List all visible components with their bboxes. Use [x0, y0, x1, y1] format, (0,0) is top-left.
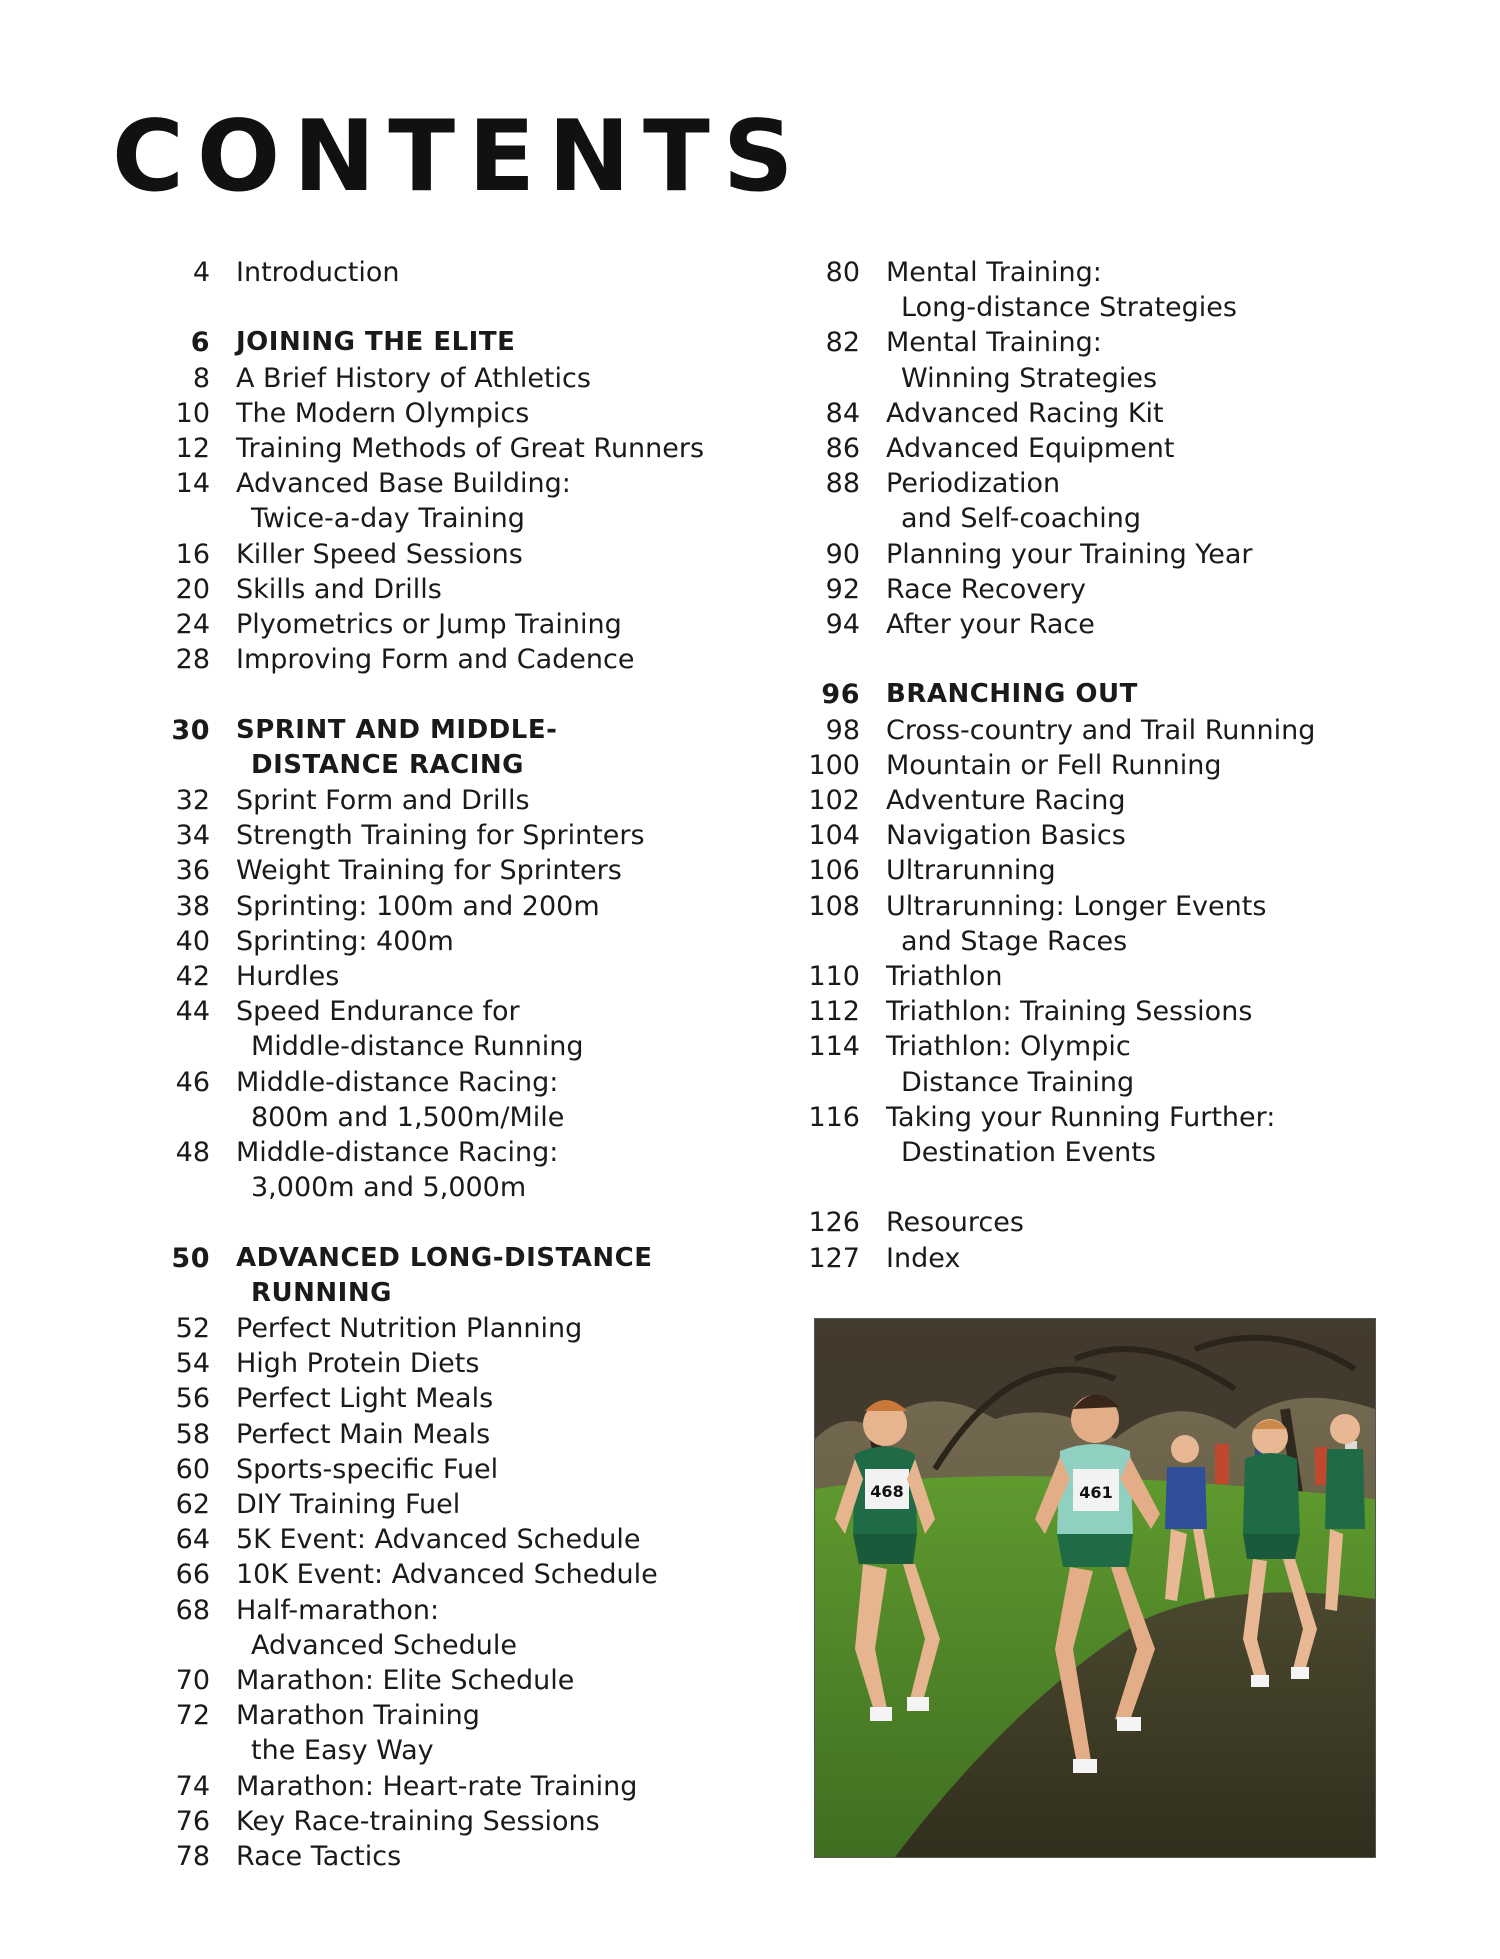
toc-page-number: 72: [175, 1700, 210, 1732]
toc-entry-periodization[interactable]: [800, 466, 1360, 536]
toc-page-number: 48: [175, 1137, 210, 1169]
toc-title-line: DIY Training Fuel: [236, 1489, 461, 1521]
toc-page-number: 90: [825, 538, 860, 570]
toc-entry-navigation-basics[interactable]: [800, 818, 1360, 853]
toc-title-line: Index: [886, 1242, 961, 1274]
toc-title-line: Mental Training:: [886, 327, 1102, 359]
toc-entry-adventure-racing[interactable]: [800, 783, 1360, 818]
section-spacer: [800, 1170, 1360, 1205]
toc-title: [236, 1417, 710, 1452]
toc-title: [236, 1839, 710, 1874]
toc-title-line: Race Tactics: [236, 1841, 402, 1873]
toc-entry-mental-training[interactable]: [800, 325, 1360, 395]
section-spacer: [150, 677, 710, 712]
toc-title: [886, 1205, 1360, 1240]
toc-page-number: 50: [171, 1242, 210, 1274]
toc-entry-triathlon-olympic[interactable]: [800, 1029, 1360, 1099]
toc-title: [236, 783, 710, 818]
toc-title: [886, 1100, 1360, 1170]
toc-entry-half-marathon[interactable]: [150, 1593, 710, 1663]
toc-page-number: 78: [175, 1841, 210, 1873]
toc-title-line: Hurdles: [236, 961, 340, 993]
toc-title-continuation: 800m and 1,500m/Mile: [251, 1101, 565, 1133]
toc-title-line: Advanced Equipment: [886, 433, 1175, 465]
toc-title: [236, 713, 710, 783]
toc-title-line: Plyometrics or Jump Training: [236, 609, 622, 641]
toc-title-line: Ultrarunning: [886, 855, 1056, 887]
toc-title: [886, 959, 1360, 994]
toc-page-number: 60: [175, 1453, 210, 1485]
toc-title-continuation: and Self-coaching: [901, 503, 1142, 535]
toc-title-line: 10K Event: Advanced Schedule: [236, 1559, 658, 1591]
toc-page-number: 106: [808, 855, 860, 887]
toc-page-number: 74: [175, 1770, 210, 1802]
toc-entry-high-protein-diets[interactable]: [150, 1346, 710, 1381]
toc-section-heading-advanced-long-distance[interactable]: [150, 1241, 710, 1311]
toc-page-number: 56: [175, 1383, 210, 1415]
toc-page-number: 114: [808, 1031, 860, 1063]
toc-title: [886, 889, 1360, 959]
toc-page-number: 42: [175, 961, 210, 993]
toc-page-number: 94: [825, 609, 860, 641]
toc-page-number: 126: [808, 1207, 860, 1239]
toc-title-line: Strength Training for Sprinters: [236, 820, 645, 852]
toc-title: [236, 1452, 710, 1487]
toc-page-number: 16: [175, 538, 210, 570]
toc-entry-killer-speed-sessions[interactable]: [150, 537, 710, 572]
toc-entry-mental-training[interactable]: [800, 255, 1360, 325]
toc-title-line: Sports-specific Fuel: [236, 1453, 499, 1485]
toc-title: [236, 396, 710, 431]
toc-entry-race-tactics[interactable]: [150, 1839, 710, 1874]
toc-title-line: Training Methods of Great Runners: [236, 433, 705, 464]
toc-entry-advanced-equipment[interactable]: [800, 431, 1360, 466]
toc-title: [236, 1557, 710, 1592]
toc-title: [236, 924, 710, 959]
toc-title-line: Advanced Base Building:: [236, 468, 571, 500]
toc-title: [886, 1241, 1360, 1276]
toc-title-line: Mental Training:: [886, 257, 1102, 288]
toc-entry-sprinting-400m[interactable]: [150, 924, 710, 959]
toc-entry-triathlon[interactable]: [800, 959, 1360, 994]
toc-title-continuation: Destination Events: [901, 1137, 1156, 1169]
toc-entry-weight-training-for-sprinters[interactable]: [150, 853, 710, 888]
toc-page-number: 44: [175, 996, 210, 1028]
toc-title-line: Triathlon: Olympic: [886, 1031, 1131, 1063]
toc-title: [236, 1663, 710, 1698]
toc-page-number: 102: [808, 785, 860, 817]
toc-entry-a-brief-history-of-athletics[interactable]: [150, 361, 710, 396]
toc-page-number: 84: [825, 397, 860, 429]
toc-title-line: Perfect Main Meals: [236, 1418, 491, 1450]
toc-page-number: 54: [175, 1348, 210, 1380]
toc-entry-plyometrics-or-jump-training[interactable]: [150, 607, 710, 642]
toc-entry-perfect-main-meals[interactable]: [150, 1417, 710, 1452]
toc-title-line: Periodization: [886, 468, 1061, 500]
toc-entry-marathon-elite-schedule[interactable]: [150, 1663, 710, 1698]
toc-title-continuation: Twice-a-day Training: [251, 503, 525, 535]
toc-title-line: Ultrarunning: Longer Events: [886, 890, 1267, 922]
toc-entry-taking-your-running-further[interactable]: [800, 1100, 1360, 1170]
toc-entry-introduction[interactable]: [150, 255, 710, 290]
toc-entry-strength-training-for-sprinters[interactable]: [150, 818, 710, 853]
toc-title-line: JOINING THE ELITE: [236, 327, 516, 358]
toc-title-line: Race Recovery: [886, 573, 1086, 605]
toc-title: [236, 1241, 710, 1311]
toc-title: [236, 1135, 710, 1205]
toc-entry-marathon-training[interactable]: [150, 1698, 710, 1768]
toc-page-number: 116: [808, 1101, 860, 1133]
toc-entry-sports-specific-fuel[interactable]: [150, 1452, 710, 1487]
toc-title: [236, 959, 710, 994]
toc-title: [236, 361, 710, 396]
toc-page-number: 36: [175, 855, 210, 887]
toc-title-line: Speed Endurance for: [236, 996, 520, 1028]
toc-title-line: After your Race: [886, 609, 1095, 641]
toc-title: [886, 818, 1360, 853]
toc-title: [886, 994, 1360, 1029]
bib-number-right: 461: [1079, 1483, 1113, 1502]
toc-title-continuation: DISTANCE RACING: [251, 749, 524, 780]
toc-entry-ultrarunning-longer-events[interactable]: [800, 889, 1360, 959]
toc-left-column: [150, 255, 710, 1874]
toc-page-number: 76: [175, 1805, 210, 1837]
toc-entry-hurdles[interactable]: [150, 959, 710, 994]
toc-title-continuation: Long-distance Strategies: [901, 292, 1237, 324]
toc-entry-speed-endurance-for[interactable]: [150, 994, 710, 1064]
toc-title-line: Advanced Racing Kit: [886, 397, 1164, 429]
toc-entry-sprinting-100m-and-200m[interactable]: [150, 889, 710, 924]
toc-entry-race-recovery[interactable]: [800, 572, 1360, 607]
toc-title: [236, 1769, 710, 1804]
toc-title: [236, 1346, 710, 1381]
toc-title: [236, 1487, 710, 1522]
toc-entry-perfect-light-meals[interactable]: [150, 1381, 710, 1416]
toc-title-line: Marathon Training: [236, 1700, 480, 1732]
toc-title-line: Improving Form and Cadence: [236, 644, 635, 676]
cross-country-runners-photo: [814, 1318, 1376, 1858]
toc-title-line: The Modern Olympics: [236, 397, 530, 429]
toc-page-number: 30: [171, 714, 210, 746]
toc-title-line: Sprinting: 100m and 200m: [236, 890, 600, 922]
toc-page-number: 112: [808, 996, 860, 1028]
toc-entry-skills-and-drills[interactable]: [150, 572, 710, 607]
toc-entry-sprint-form-and-drills[interactable]: [150, 783, 710, 818]
toc-page-number: 10: [175, 397, 210, 429]
toc-title: [236, 572, 710, 607]
toc-title-line: Half-marathon:: [236, 1594, 440, 1626]
toc-title: [886, 431, 1360, 466]
toc-entry-cross-country-and-trail-running[interactable]: [800, 713, 1360, 748]
toc-title-line: Skills and Drills: [236, 573, 442, 605]
toc-title-line: Sprint Form and Drills: [236, 785, 530, 817]
toc-title: [236, 1311, 710, 1346]
toc-title-line: Navigation Basics: [886, 820, 1126, 852]
toc-title-line: Key Race-training Sessions: [236, 1805, 600, 1837]
toc-page-number: 62: [175, 1489, 210, 1521]
toc-title: [236, 607, 710, 642]
toc-title-line: BRANCHING OUT: [886, 679, 1138, 710]
toc-title: [886, 783, 1360, 818]
toc-title-line: Mountain or Fell Running: [886, 749, 1222, 781]
bib-number-left: 468: [870, 1482, 904, 1501]
toc-entry-the-modern-olympics[interactable]: [150, 396, 710, 431]
toc-title-line: Sprinting: 400m: [236, 925, 454, 957]
toc-title: [886, 325, 1360, 395]
section-spacer: [150, 290, 710, 325]
toc-entry-after-your-race[interactable]: [800, 607, 1360, 642]
toc-title-line: Marathon: Heart-rate Training: [236, 1770, 638, 1802]
toc-title: [236, 255, 710, 290]
toc-title-line: Resources: [886, 1207, 1024, 1239]
toc-page-number: 64: [175, 1524, 210, 1556]
toc-title: [886, 396, 1360, 431]
toc-title-line: Middle-distance Racing:: [236, 1137, 559, 1169]
toc-title: [886, 572, 1360, 607]
toc-entry-index[interactable]: [800, 1241, 1360, 1276]
toc-title-line: Marathon: Elite Schedule: [236, 1665, 575, 1697]
toc-entry-10k-event-advanced-schedule[interactable]: [150, 1557, 710, 1592]
toc-title-line: Triathlon: Training Sessions: [886, 996, 1253, 1028]
section-spacer: [800, 642, 1360, 677]
toc-page-number: 24: [175, 609, 210, 641]
toc-right-column: [800, 255, 1360, 1276]
toc-entry-triathlon-training-sessions[interactable]: [800, 994, 1360, 1029]
toc-page-number: 4: [192, 257, 210, 288]
toc-title: [886, 255, 1360, 325]
toc-entry-perfect-nutrition-planning[interactable]: [150, 1311, 710, 1346]
toc-title: [886, 748, 1360, 783]
toc-title: [886, 713, 1360, 748]
section-spacer: [150, 1205, 710, 1240]
toc-title-line: 5K Event: Advanced Schedule: [236, 1524, 641, 1556]
toc-entry-advanced-base-building[interactable]: [150, 466, 710, 536]
toc-title-line: Killer Speed Sessions: [236, 538, 523, 570]
toc-title: [236, 1593, 710, 1663]
toc-page-number: 68: [175, 1594, 210, 1626]
toc-title: [886, 1029, 1360, 1099]
toc-title-line: Triathlon: [886, 961, 1003, 993]
page-title: CONTENTS: [112, 100, 807, 214]
toc-page-number: 127: [808, 1242, 860, 1274]
toc-page-number: 86: [825, 433, 860, 465]
toc-title-continuation: Distance Training: [901, 1066, 1135, 1098]
toc-title: [236, 466, 710, 536]
toc-title-continuation: Middle-distance Running: [251, 1031, 584, 1063]
toc-page-number: 92: [825, 573, 860, 605]
toc-page-number: 12: [175, 433, 210, 464]
toc-title-line: Weight Training for Sprinters: [236, 855, 622, 887]
toc-page-number: 98: [825, 714, 860, 746]
toc-entry-advanced-racing-kit[interactable]: [800, 396, 1360, 431]
toc-title: [236, 325, 710, 360]
toc-entry-key-race-training-sessions[interactable]: [150, 1804, 710, 1839]
toc-title: [236, 1522, 710, 1557]
toc-title-continuation: 3,000m and 5,000m: [251, 1172, 527, 1204]
toc-title-line: Introduction: [236, 257, 400, 288]
toc-title: [236, 537, 710, 572]
toc-title-line: High Protein Diets: [236, 1348, 480, 1380]
toc-title-continuation: Winning Strategies: [901, 362, 1158, 394]
toc-entry-marathon-heart-rate-training[interactable]: [150, 1769, 710, 1804]
toc-section-heading-branching-out[interactable]: [800, 677, 1360, 712]
toc-entry-planning-your-training-year[interactable]: [800, 537, 1360, 572]
toc-title: [236, 431, 710, 466]
toc-entry-improving-form-and-cadence[interactable]: [150, 642, 710, 677]
toc-title-continuation: the Easy Way: [251, 1735, 434, 1767]
toc-title: [236, 853, 710, 888]
toc-page-number: 66: [175, 1559, 210, 1591]
toc-page-number: 110: [808, 961, 860, 993]
toc-page-number: 28: [175, 644, 210, 676]
toc-page-number: 88: [825, 468, 860, 500]
toc-page-number: 58: [175, 1418, 210, 1450]
toc-title-line: Perfect Light Meals: [236, 1383, 494, 1415]
toc-title-continuation: and Stage Races: [901, 925, 1128, 957]
toc-entry-middle-distance-racing[interactable]: [150, 1135, 710, 1205]
toc-title: [886, 466, 1360, 536]
toc-title: [236, 1698, 710, 1768]
toc-page-number: 80: [825, 257, 860, 288]
toc-entry-5k-event-advanced-schedule[interactable]: [150, 1522, 710, 1557]
toc-title-line: SPRINT AND MIDDLE-: [236, 714, 558, 745]
toc-title-line: Cross-country and Trail Running: [886, 714, 1316, 746]
toc-page-number: 104: [808, 820, 860, 852]
toc-page-number: 96: [821, 679, 860, 711]
toc-page-number: 38: [175, 890, 210, 922]
toc-page-number: 82: [825, 327, 860, 359]
toc-title-continuation: RUNNING: [251, 1277, 392, 1308]
toc-title: [236, 889, 710, 924]
toc-title: [886, 607, 1360, 642]
toc-page-number: 40: [175, 925, 210, 957]
toc-title-continuation: Advanced Schedule: [251, 1629, 518, 1661]
toc-title-line: A Brief History of Athletics: [236, 362, 591, 394]
toc-entry-diy-training-fuel[interactable]: [150, 1487, 710, 1522]
toc-page-number: 52: [175, 1313, 210, 1345]
toc-page-number: 14: [175, 468, 210, 500]
toc-title: [236, 1804, 710, 1839]
toc-page-number: 100: [808, 749, 860, 781]
toc-title: [236, 642, 710, 677]
toc-title: [886, 853, 1360, 888]
toc-title-line: Perfect Nutrition Planning: [236, 1313, 583, 1345]
toc-title: [236, 994, 710, 1064]
toc-title: [886, 537, 1360, 572]
toc-title-line: ADVANCED LONG-DISTANCE: [236, 1242, 653, 1273]
toc-title: [236, 818, 710, 853]
toc-entry-ultrarunning[interactable]: [800, 853, 1360, 888]
toc-title: [236, 1381, 710, 1416]
toc-entry-training-methods-of-great-runners[interactable]: [150, 431, 710, 466]
toc-entry-middle-distance-racing[interactable]: [150, 1065, 710, 1135]
toc-section-heading-joining-the-elite[interactable]: [150, 325, 710, 360]
toc-title-line: Middle-distance Racing:: [236, 1066, 559, 1098]
toc-page-number: 20: [175, 573, 210, 605]
toc-title-line: Planning your Training Year: [886, 538, 1253, 570]
toc-entry-mountain-or-fell-running[interactable]: [800, 748, 1360, 783]
toc-page-number: 34: [175, 820, 210, 852]
toc-page-number: 46: [175, 1066, 210, 1098]
toc-title: [886, 677, 1360, 712]
toc-title-line: Adventure Racing: [886, 785, 1126, 817]
toc-page-number: 6: [190, 327, 210, 359]
toc-page-number: 8: [192, 362, 210, 394]
toc-title-line: Taking your Running Further:: [886, 1101, 1276, 1133]
toc-entry-resources[interactable]: [800, 1205, 1360, 1240]
toc-section-heading-sprint-and-middle[interactable]: [150, 713, 710, 783]
toc-title: [236, 1065, 710, 1135]
toc-page-number: 70: [175, 1665, 210, 1697]
toc-page-number: 32: [175, 785, 210, 817]
toc-page-number: 108: [808, 890, 860, 922]
